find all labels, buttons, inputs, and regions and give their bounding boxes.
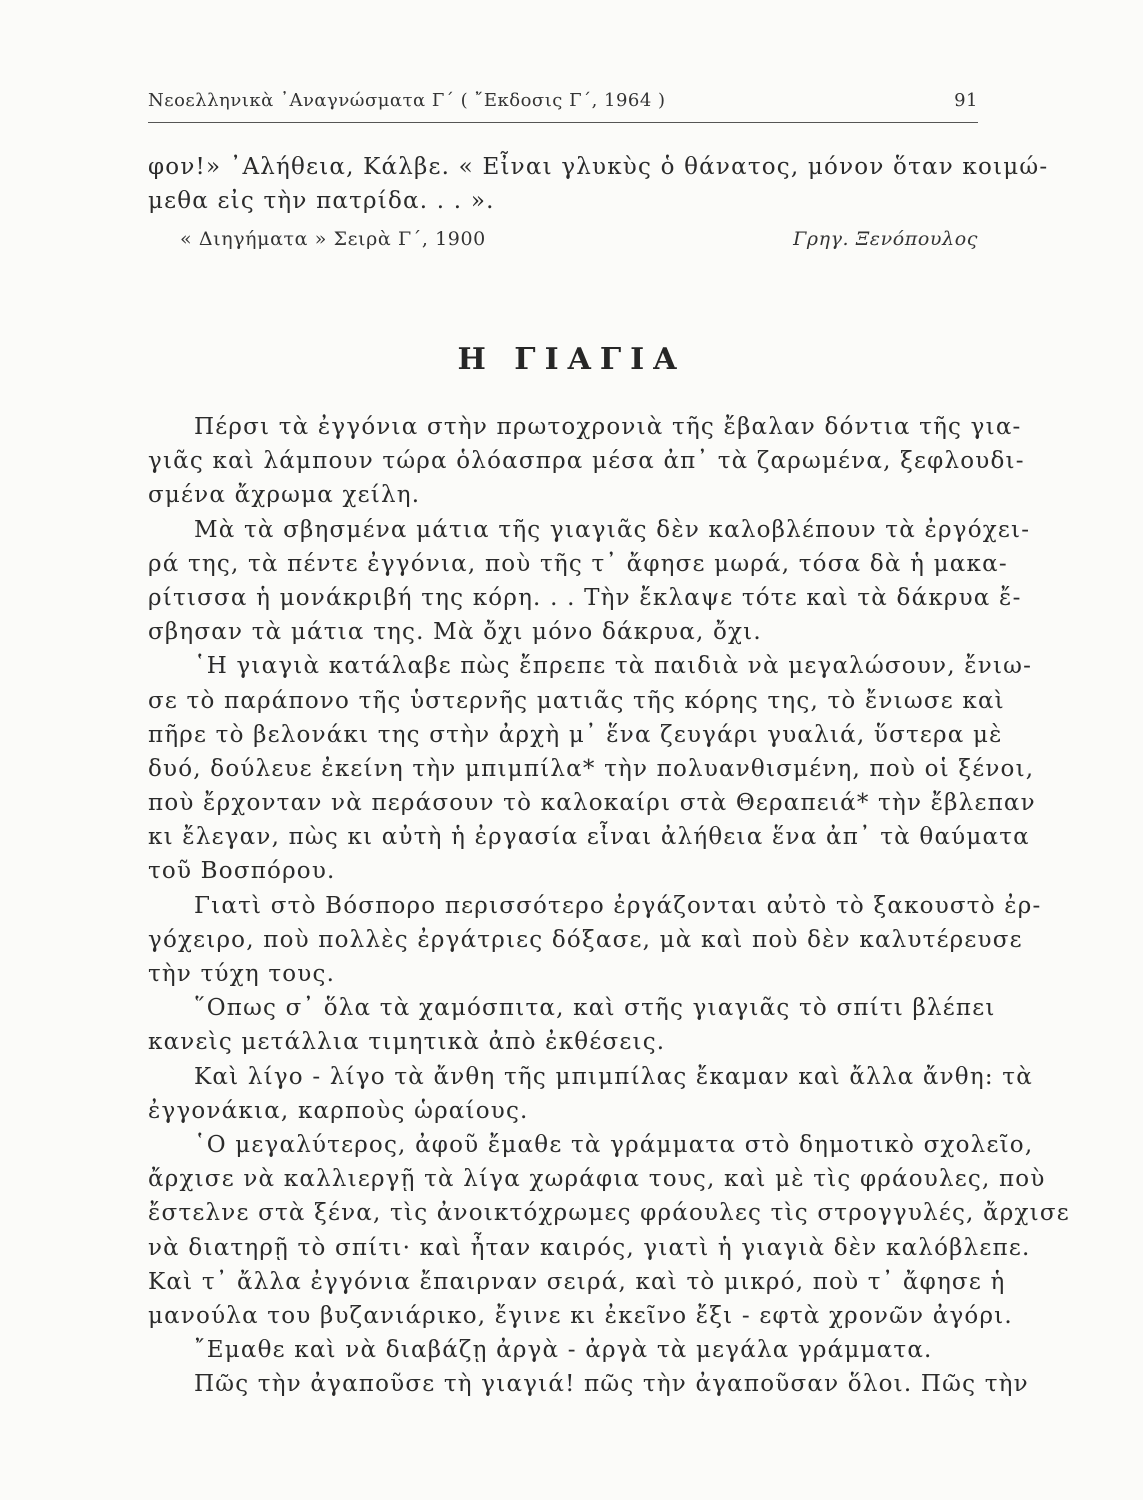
text-line: μανούλα του βυζανιάρικο, ἔγινε κι ἐκεῖνο ἔξι - εφτὰ χρονῶν ἀγόρι. xyxy=(148,1302,1013,1329)
text-line: ποὺ ἔρχονταν νὰ περάσουν τὸ καλοκαίρι στὰ Θεραπειά* τὴν ἔβλεπαν xyxy=(148,790,1036,817)
paragraph xyxy=(148,1060,1033,1128)
previous-story-ending xyxy=(148,150,1049,218)
running-header-title: Νεοελληνικὰ ᾿Αναγνώσματα Γ΄ ( ῎Εκδοσις Γ΄, 1964 ) xyxy=(148,90,666,111)
page-number: 91 xyxy=(954,90,978,111)
text-line: ἔστελνε στὰ ξένα, τὶς ἀνοικτόχρωμες φράουλες τὶς στρογγυλές, ἄρχισε xyxy=(148,1200,1070,1227)
paragraph xyxy=(148,649,1036,888)
text-line: γόχειρο, ποὺ πολλὲς ἐργάτριες δόξασε, μὰ καὶ ποὺ δὲν καλυτέρευσε xyxy=(148,926,1023,953)
source-attribution xyxy=(180,228,978,258)
text-line: Γιατὶ στὸ Βόσπορο περισσότερο ἐργάζονται αὐτὸ τὸ ξακουστὸ ἐρ- xyxy=(194,892,1042,919)
header-rule xyxy=(148,122,978,123)
text-line: Καὶ λίγο - λίγο τὰ ἄνθη τῆς μπιμπίλας ἔκαμαν καὶ ἄλλα ἄνθη: τὰ xyxy=(194,1063,1033,1090)
text-line: Μὰ τὰ σβησμένα μάτια τῆς γιαγιᾶς δὲν καλοβλέπουν τὰ ἐργόχει- xyxy=(194,516,1031,543)
text-line: σε τὸ παράπονο τῆς ὑστερνῆς ματιᾶς τῆς κόρης της, τὸ ἔνιωσε καὶ xyxy=(148,687,1005,714)
text-line: ἄρχισε νὰ καλλιεργῇ τὰ λίγα χωράφια τους, καὶ μὲ τὶς φράουλες, ποὺ xyxy=(148,1166,1046,1193)
text-line: Καὶ τ᾿ ἄλλα ἐγγόνια ἔπαιρναν σειρά, καὶ τὸ μικρό, ποὺ τ᾿ ἄφησε ἡ xyxy=(148,1268,1006,1295)
source-citation: « Διηγήματα » Σειρὰ Γ΄, 1900 xyxy=(180,228,486,250)
text-line: τοῦ Βοσπόρου. xyxy=(148,858,336,885)
text-line: φον!» ᾿Αλήθεια, Κάλβε. « Εἶναι γλυκὺς ὁ θάνατος, μόνον ὅταν κοιμώ- xyxy=(148,154,1049,180)
story-title: Η ΓΙΑΓΙΑ xyxy=(457,342,686,377)
text-line: ῾Η γιαγιὰ κατάλαβε πὼς ἔπρεπε τὰ παιδιὰ νὰ μεγαλώσουν, ἔνιω- xyxy=(194,653,1033,680)
text-line: ῞Οπως σ᾿ ὅλα τὰ χαμόσπιτα, καὶ στῆς γιαγιᾶς τὸ σπίτι βλέπει xyxy=(194,995,996,1022)
paragraph xyxy=(148,513,1031,650)
paragraph xyxy=(148,1367,1029,1401)
text-line: ἐγγονάκια, καρποὺς ὡραίους. xyxy=(148,1097,529,1124)
paragraph xyxy=(148,991,996,1059)
paragraph xyxy=(148,889,1042,992)
text-line: νὰ διατηρῇ τὸ σπίτι· καὶ ἦταν καιρός, γιατὶ ἡ γιαγιὰ δὲν καλόβλεπε. xyxy=(148,1234,1031,1261)
text-line: σμένα ἄχρωμα χείλη. xyxy=(148,482,421,509)
text-line: Πῶς τὴν ἀγαποῦσε τὴ γιαγιά! πῶς τὴν ἀγαποῦσαν ὅλοι. Πῶς τὴν xyxy=(194,1371,1029,1398)
text-line: ῾Ο μεγαλύτερος, ἀφοῦ ἔμαθε τὰ γράμματα στὸ δημοτικὸ σχολεῖο, xyxy=(194,1131,1034,1158)
text-line: ρίτισσα ἡ μονάκριβή της κόρη. . . Τὴν ἔκλαψε τότε καὶ τὰ δάκρυα ἔ- xyxy=(148,584,1022,611)
text-line: δυό, δούλευε ἐκείνη τὴν μπιμπίλα* τὴν πολυανθισμένη, ποὺ οἱ ξένοι, xyxy=(148,755,1035,782)
text-line: γιᾶς καὶ λάμπουν τώρα ὁλόασπρα μέσα ἀπ᾿ τὰ ζαρωμένα, ξεφλουδι- xyxy=(148,448,1025,475)
story-body xyxy=(148,410,1070,1401)
text-line: ρά της, τὰ πέντε ἐγγόνια, ποὺ τῆς τ᾿ ἄφησε μωρά, τόσα δὰ ἡ μακα- xyxy=(148,550,1008,577)
text-line: κανεὶς μετάλλια τιμητικὰ ἀπὸ ἐκθέσεις. xyxy=(148,1029,666,1056)
text-line: πῆρε τὸ βελονάκι της στὴν ἀρχὴ μ᾿ ἕνα ζευγάρι γυαλιά, ὕστερα μὲ xyxy=(148,721,1003,748)
paragraph xyxy=(148,1333,978,1367)
text-line: Πέρσι τὰ ἐγγόνια στὴν πρωτοχρονιὰ τῆς ἔβαλαν δόντια τῆς για- xyxy=(194,414,1022,440)
author-name: Γρηγ. Ξενόπουλος xyxy=(793,228,978,250)
text-line: κι ἔλεγαν, πὼς κι αὐτὴ ἡ ἐργασία εἶναι ἀλήθεια ἕνα ἀπ᾿ τὰ θαύματα xyxy=(148,824,1030,851)
text-line: ῎Εμαθε καὶ νὰ διαβάζῃ ἀργὰ - ἀργὰ τὰ μεγάλα γράμματα. xyxy=(194,1337,933,1364)
paragraph xyxy=(148,410,1025,513)
running-header xyxy=(148,90,978,120)
paragraph xyxy=(148,1128,1070,1333)
text-line: τὴν τύχη τους. xyxy=(148,961,336,987)
text-line: μεθα εἰς τὴν πατρίδα. . . ». xyxy=(148,188,495,215)
text-line: σβησαν τὰ μάτια της. Μὰ ὄχι μόνο δάκρυα, ὄχι. xyxy=(148,619,762,646)
